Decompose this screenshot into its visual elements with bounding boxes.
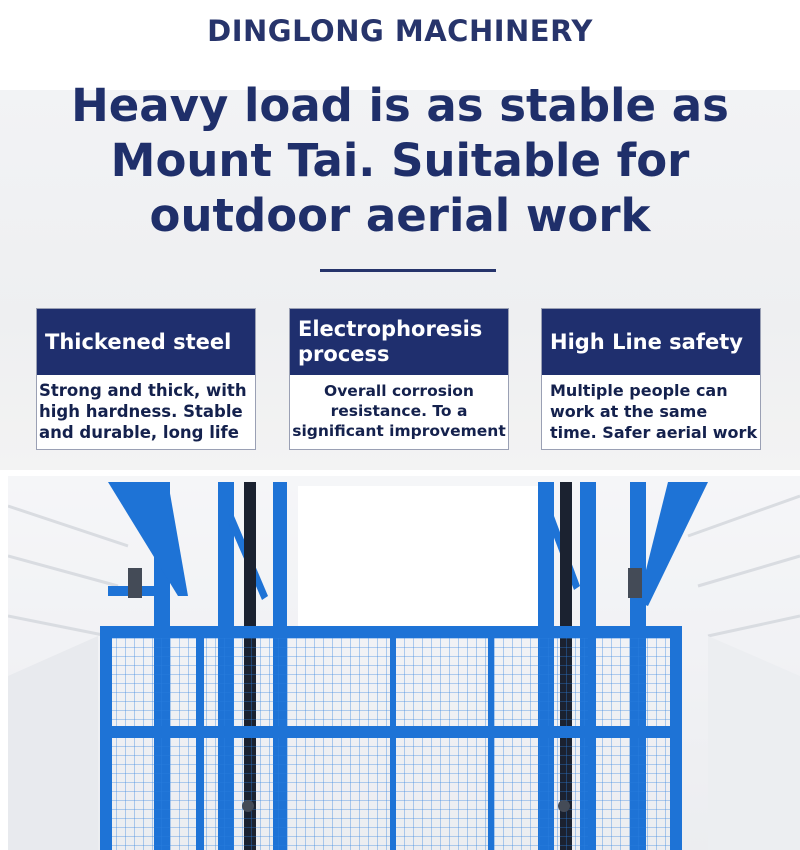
divider-line (320, 269, 496, 272)
brand-name: DINGLONG MACHINERY (207, 14, 593, 48)
feature-card-description: Strong and thick, with high hardness. Stable and durable, long life (39, 381, 247, 442)
feature-card-description: Overall corrosion resistance. To a significant improvement (292, 382, 506, 440)
feature-card-title: Thickened steel (37, 309, 255, 375)
feature-card-title: High Line safety (542, 309, 760, 375)
headline-line-2: Mount Tai. Suitable for (110, 134, 690, 187)
feature-card-high-line-safety (541, 308, 761, 450)
feature-card-electrophoresis (289, 308, 509, 450)
feature-card-thickened-steel (36, 308, 256, 450)
feature-card-description: Multiple people can work at the same time. Safer aerial work (550, 381, 758, 442)
headline-line-3: outdoor aerial work (149, 189, 651, 242)
cargo-lift-photo (8, 476, 800, 850)
headline (40, 78, 760, 243)
feature-card-title: Electrophoresis process (290, 309, 508, 375)
headline-line-1: Heavy load is as stable as (71, 79, 729, 132)
cargo-lift-illustration (8, 476, 800, 850)
